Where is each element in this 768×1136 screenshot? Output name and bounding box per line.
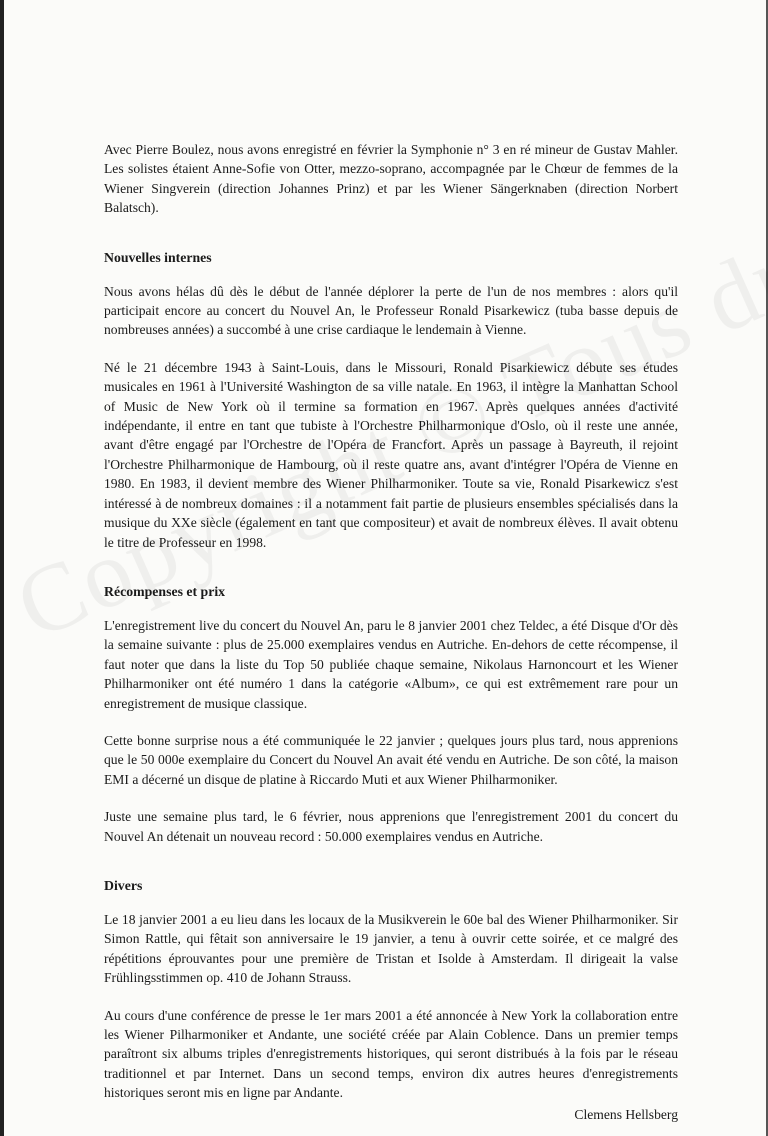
paragraph: Cette bonne surprise nous a été communiquée le 22 janvier ; quelques jours plus tard, nous apprenions que le 50 000e exemplaire du Concert du Nouvel An avait été vendu en Autriche. De son côté, la maison EMI a décerné un disque de platine à Riccardo Muti et aux Wiener Philharmoniker. xyxy=(104,732,678,787)
paragraph: Juste une semaine plus tard, le 6 février, nous apprenions que l'enregistrement 2001 du concert du Nouvel An détenait un nouveau record : 50.000 exemplaires vendus en Autriche. xyxy=(104,809,678,844)
paragraph: L'enregistrement live du concert du Nouvel An, paru le 8 janvier 2001 chez Teldec, a été Disque d'Or dès la semaine suivante : plus de 25.000 exemplaires vendus en Autriche. En-dehors de cette récompense, il faut noter que dans la liste du Top 50 publiée chaque semaine, Nikolaus Harnoncourt et les Wiener Philharmoniker ont été numéro 1 dans la catégorie «Album», ce qui est extrêmement rare pour un enregistrement de musique classique. xyxy=(104,617,678,711)
section-heading: Récompenses et prix xyxy=(104,583,226,599)
intro-paragraph: Avec Pierre Boulez, nous avons enregistré en février la Symphonie n° 3 en ré mineur de Gustav Mahler. Les solistes étaient Anne-Sofie von Otter, mezzo-soprano, accompagnée par le Chœur de femmes de la Wiener Singverein (direction Johannes Prinz) et par les Wiener Sängerknaben (direction Norbert Balatsch). xyxy=(104,142,678,216)
paragraph: Nous avons hélas dû dès le début de l'année déplorer la perte de l'un de nos membres : alors qu'il participait encore au concert du Nouvel An, le Professeur Ronald Pisarkewicz (tuba basse depuis de nombreuses années) a succombé à une crise cardiaque le lendemain à Vienne. xyxy=(104,283,678,338)
article-body xyxy=(104,140,678,1124)
section-heading: Divers xyxy=(104,877,143,893)
section-divers xyxy=(104,876,678,1103)
paragraph: Né le 21 décembre 1943 à Saint-Louis, dans le Missouri, Ronald Pisarkiewicz débute ses études musicales en 1961 à l'Université Washington de sa ville natale. En 1963, il intègre la Manhattan School of Music de New York où il termine sa formation en 1967. Après quelques années d'activité indépendante, il entre en tant que tubiste à l'Orchestre Philharmonique d'Oslo, où il reste une année, avant d'être engagé par l'Orchestre de l'Opéra de Francfort. Après un passage à Bayreuth, il rejoint l'Orchestre Philharmonique de Hambourg, où il reste quatre ans, avant d'intégrer l'Opéra de Vienne en 1980. En 1983, il devient membre des Wiener Philharmoniker. Toute sa vie, Ronald Pisarkewicz s'est intéressé à de nombreux domaines : il a notamment fait partie de plusieurs ensembles spécialisés dans la musique du XXe siècle (également en tant que compositeur) et avait de nombreux élèves. Il avait obtenu le titre de Professeur en 1998. xyxy=(104,359,678,550)
section-heading: Nouvelles internes xyxy=(104,249,212,265)
paragraph: Au cours d'une conférence de presse le 1er mars 2001 a été annoncée à New York la collaboration entre les Wiener Pilharmoniker et Andante, une société créée par Alain Coblence. Dans un premier temps paraîtront six albums triples d'enregistrements historiques, qui seront distribués à la fois par le réseau traditionnel et par Internet. Dans un second temps, environ dix autres heures d'enregistrements historiques seront mis en ligne par Andante. xyxy=(104,1007,678,1101)
paragraph: Le 18 janvier 2001 a eu lieu dans les locaux de la Musikverein le 60e bal des Wiener Philharmoniker. Sir Simon Rattle, qui fêtait son anniversaire le 19 janvier, a tenu à ouvrir cette soirée, et ce malgré des répétitions éprouvantes pour une première de Tristan et Isolde à Amsterdam. Il dirigeait la valse Frühlingsstimmen op. 410 de Johann Strauss. xyxy=(104,911,678,986)
author-signature: Clemens Hellsberg xyxy=(574,1106,678,1122)
section-nouvelles-internes xyxy=(104,248,678,552)
section-recompenses-et-prix xyxy=(104,582,678,846)
